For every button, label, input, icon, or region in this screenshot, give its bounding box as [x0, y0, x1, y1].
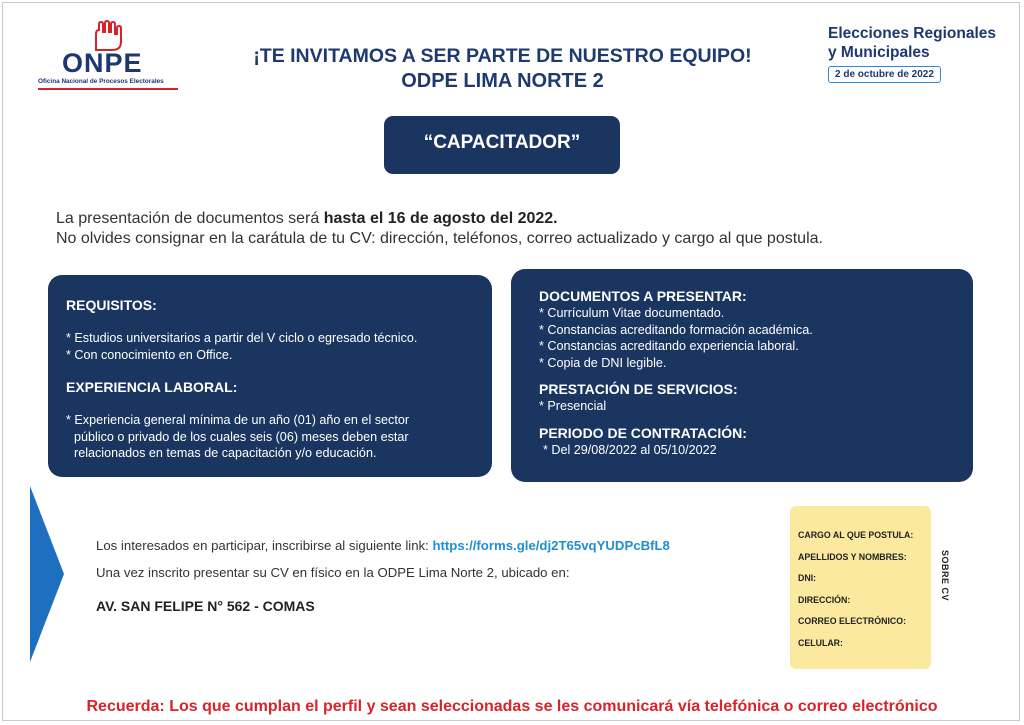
document-item: * Constancias acreditando formación académica.	[539, 322, 813, 337]
envelope-field: DNI:	[798, 573, 817, 584]
document-item: * Constancias acreditando experiencia laboral.	[539, 339, 799, 353]
apply-prefix: Los interesados en participar, inscribirse al siguiente link:	[96, 538, 433, 553]
period-title: PERIODO DE CONTRATACIÓN:	[539, 424, 747, 441]
logo-wordmark: ONPE	[62, 48, 143, 78]
reminder-text: Recuerda: Los que cumplan el perfil y sean seleccionadas se les comunicará vía telefónica o correo electrónico	[86, 698, 938, 715]
election-title-line2: y Municipales	[828, 44, 930, 61]
election-title-line1: Elecciones Regionales	[828, 25, 996, 42]
apply-instructions	[96, 538, 670, 553]
experience-line: relacionados en temas de capacitación y/o educación.	[74, 446, 377, 460]
intro-line1-prefix: La presentación de documentos será	[56, 210, 324, 227]
registration-link[interactable]: https://forms.gle/dj2T65vqYUDPcBfL8	[432, 538, 670, 553]
role-title: “CAPACITADOR”	[384, 116, 620, 174]
period-value: * Del 29/08/2022 al 05/10/2022	[543, 442, 717, 457]
apply-cv-instructions: Una vez inscrito presentar su CV en físico en la ODPE Lima Norte 2, ubicado en:	[96, 565, 570, 580]
cv-envelope	[790, 506, 931, 669]
headline-invitation: ¡TE INVITAMOS A SER PARTE DE NUESTRO EQUIPO!	[253, 45, 752, 67]
onpe-logo	[38, 20, 180, 90]
envelope-field: APELLIDOS Y NOMBRES:	[798, 551, 907, 562]
office-address: AV. SAN FELIPE N° 562 - COMAS	[96, 598, 315, 614]
services-value: * Presencial	[539, 399, 607, 413]
experience-line: * Experiencia general mínima de un año (01) año en el sector	[66, 413, 410, 427]
envelope-field: CELULAR:	[798, 637, 843, 648]
intro-text	[56, 209, 823, 249]
headline-office: ODPE LIMA NORTE 2	[401, 70, 604, 92]
requirement-item: * Estudios universitarios a partir del V ciclo o egresado técnico.	[66, 331, 418, 345]
arrow-right-icon	[30, 486, 66, 662]
document-item: * Copia de DNI legible.	[539, 355, 667, 370]
documents-title: DOCUMENTOS A PRESENTAR:	[539, 288, 747, 304]
requirements-title: REQUISITOS:	[66, 297, 157, 313]
experience-line: público o privado de los cuales seis (06) meses deben estar	[74, 429, 409, 444]
envelope-field: DIRECCIÓN:	[798, 594, 851, 605]
envelope-field: CARGO AL QUE POSTULA:	[798, 530, 914, 540]
election-title	[828, 24, 996, 62]
intro-line1	[56, 209, 823, 229]
logo-subtitle: Oficina Nacional de Procesos Electorales	[38, 78, 164, 85]
requirement-item: * Con conocimiento en Office.	[66, 347, 233, 362]
election-date-badge: 2 de octubre de 2022	[828, 66, 941, 83]
documents-box	[511, 269, 973, 482]
experience-title: EXPERIENCIA LABORAL:	[66, 379, 238, 395]
deadline-text: hasta el 16 de agosto del 2022.	[323, 210, 558, 227]
document-item: * Currículum Vitae documentado.	[539, 306, 725, 320]
intro-line2: No olvides consignar en la carátula de tu CV: dirección, teléfonos, correo actualizado y cargo al que postula.	[56, 230, 823, 247]
requirements-box	[48, 275, 492, 477]
envelope-field: CORREO ELECTRÓNICO:	[798, 616, 907, 627]
services-title: PRESTACIÓN DE SERVICIOS:	[539, 381, 738, 397]
logo-underline	[38, 88, 178, 90]
envelope-label: SOBRE CV	[940, 550, 950, 602]
